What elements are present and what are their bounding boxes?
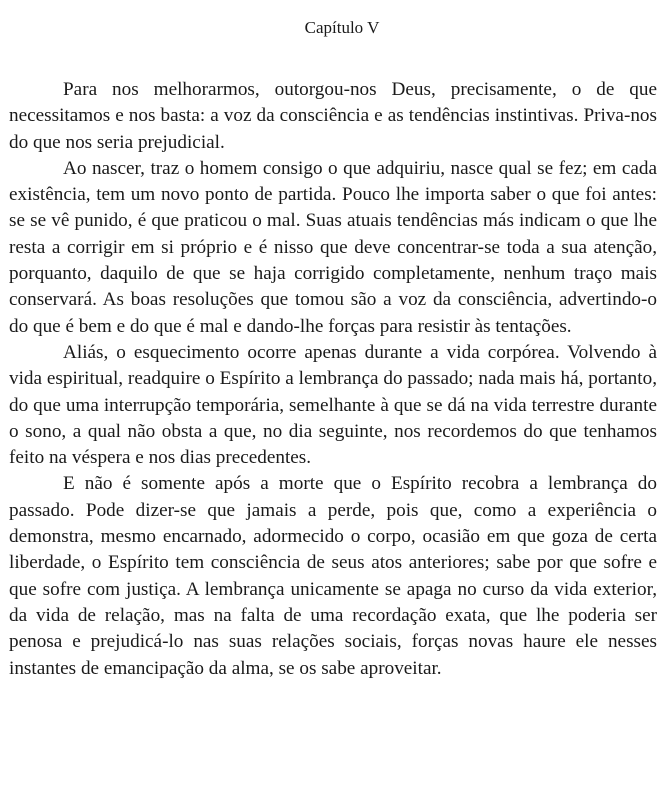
paragraph-2: Ao nascer, traz o homem consigo o que adquiriu, nasce qual se fez; em cada existência, tem um novo ponto de partida. Pouco lhe importa saber o que foi antes: se se vê punido, é que praticou o mal. Suas atuais tendências más indicam o que lhe resta a corrigir em si próprio e é nisso que deve concentrar-se toda a sua atenção, porquanto, daquilo de que se haja corrigido completamente, nenhum traço mais conservará. As boas resoluções que tomou são a voz da consciência, advertindo-o do que é bem e do que é mal e dando-lhe forças para resistir às tentações. bbox=[9, 157, 657, 337]
paragraph-4: E não é somente após a morte que o Espírito recobra a lembrança do passado. Pode dizer-se que jamais a perde, pois que, como a experiência o demonstra, mesmo encarnado, adormecido o corpo, ocasião em que goza de certa liberdade, o Espírito tem consciência de seus atos anteriores; sabe por que sofre e que sofre com justiça. A lembrança unicamente se apaga no curso da vida exterior, da vida de relação, mas na falta de uma recordação exata, que lhe poderia ser penosa e prejudicá-lo nas suas relações sociais, forças novas haure ele nesses instantes de emancipação da alma, se os sabe aproveitar. bbox=[9, 473, 657, 679]
body-text bbox=[9, 77, 657, 682]
book-page bbox=[9, 0, 657, 682]
paragraph-3: Aliás, o esquecimento ocorre apenas durante a vida corpórea. Volvendo à vida espiritual, readquire o Espírito a lembrança do passado; nada mais há, portanto, do que uma interrupção temporária, semelhante à que se dá na vida terrestre durante o sono, a qual não obsta a que, no dia seguinte, nos recordemos do que tenhamos feito na véspera e nos dias precedentes. bbox=[9, 341, 657, 469]
running-head-chapter-title: Capítulo V bbox=[304, 18, 380, 37]
paragraph-1: Para nos melhorarmos, outorgou-nos Deus, precisamente, o de que necessitamos e nos basta: a voz da consciência e as tendências instintivas. Priva-nos do que nos seria prejudicial. bbox=[9, 79, 657, 153]
